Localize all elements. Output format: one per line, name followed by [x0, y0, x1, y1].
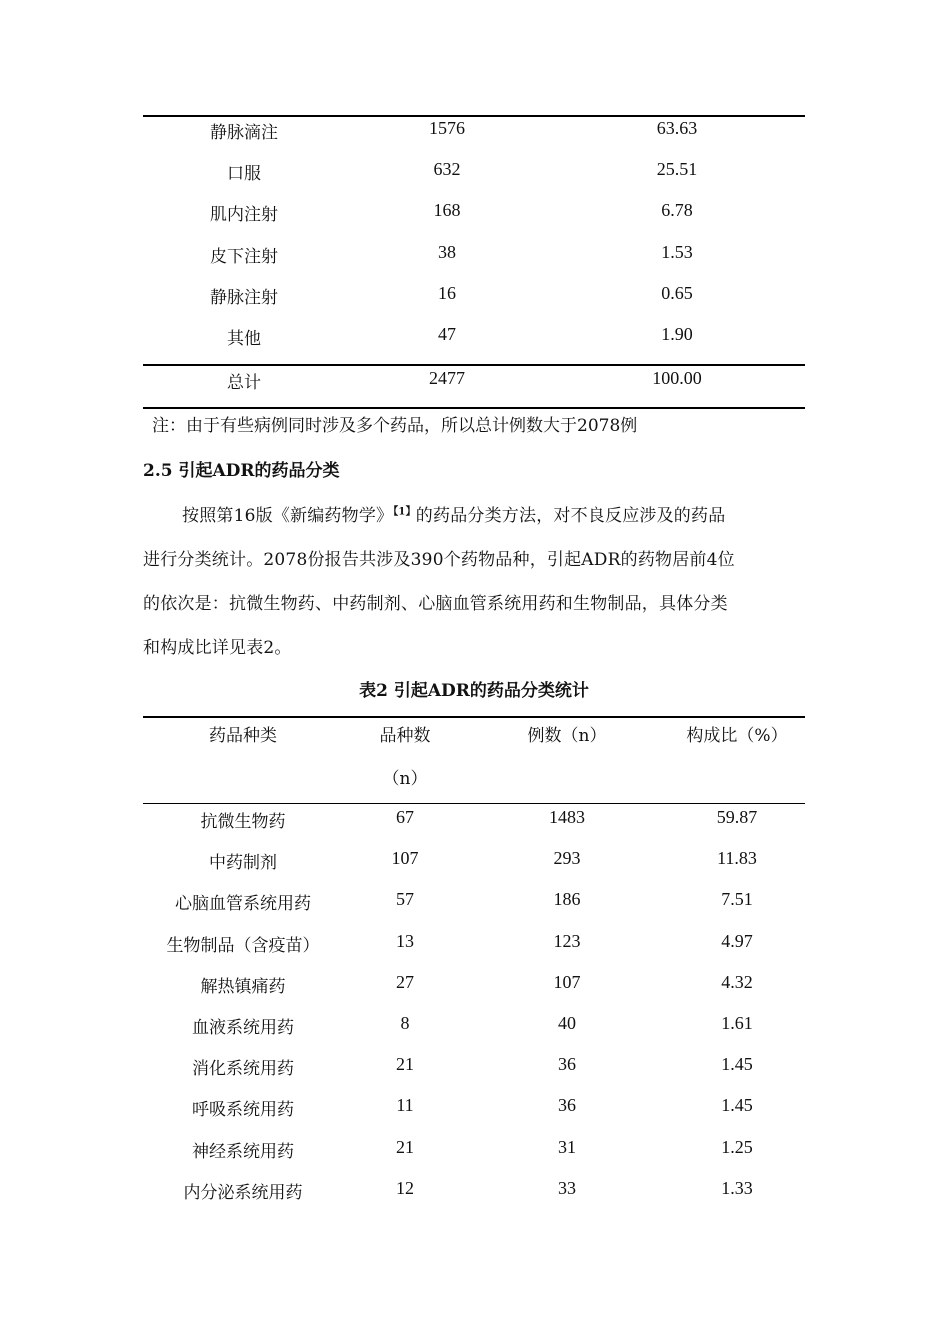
- percent-cell: 4.97: [721, 931, 753, 951]
- kinds-cell: 21: [396, 1137, 414, 1157]
- table2-caption: 表2 引起ADR的药品分类统计: [359, 681, 589, 701]
- cases-cell: 31: [558, 1137, 576, 1157]
- percent-cell: 1.45: [721, 1095, 753, 1115]
- table2-header-rule: [143, 803, 805, 804]
- percent-cell: 6.78: [661, 200, 693, 220]
- cases-cell: 293: [553, 848, 581, 868]
- kinds-cell: 67: [396, 807, 414, 827]
- paragraph-line-2: 进行分类统计。2078份报告共涉及390个药物品种，引起ADR的药物居前4位: [143, 550, 735, 570]
- table1-top-rule: [143, 115, 805, 117]
- paragraph-text: 按照第16版《新编药物学》: [182, 506, 394, 526]
- kinds-cell: 107: [391, 848, 419, 868]
- category-cell: 生物制品（含疫苗）: [166, 936, 320, 956]
- table1-bottom-rule: [143, 407, 805, 409]
- category-cell: 解热镇痛药: [200, 977, 286, 997]
- category-cell: 中药制剂: [209, 853, 277, 873]
- route-cell: 静脉滴注: [210, 123, 278, 143]
- cases-cell: 36: [558, 1095, 576, 1115]
- percent-cell: 59.87: [716, 807, 758, 827]
- percent-cell: 1.90: [661, 324, 693, 344]
- percent-cell: 1.33: [721, 1178, 753, 1198]
- percent-cell: 0.65: [661, 283, 693, 303]
- category-cell: 呼吸系统用药: [192, 1100, 294, 1120]
- category-cell: 抗微生物药: [200, 812, 286, 832]
- header-kinds: 品种数: [379, 726, 431, 746]
- percent-cell: 25.51: [656, 159, 698, 179]
- percent-cell: 1.53: [661, 242, 693, 262]
- kinds-cell: 12: [396, 1178, 414, 1198]
- cases-cell: 123: [553, 931, 581, 951]
- paragraph-line-4: 和构成比详见表2。: [143, 638, 292, 658]
- total-count: 2477: [429, 368, 465, 388]
- paragraph-text: 的药品分类方法，对不良反应涉及的药品: [415, 506, 726, 526]
- kinds-cell: 57: [396, 889, 414, 909]
- category-cell: 心脑血管系统用药: [175, 894, 311, 914]
- cases-cell: 1483: [549, 807, 585, 827]
- route-cell: 肌内注射: [210, 205, 278, 225]
- kinds-cell: 11: [396, 1095, 414, 1115]
- kinds-cell: 8: [400, 1013, 410, 1033]
- cases-cell: 186: [553, 889, 581, 909]
- paragraph-line-3: 的依次是：抗微生物药、中药制剂、心脑血管系统用药和生物制品，具体分类: [143, 594, 728, 614]
- cases-cell: 107: [553, 972, 581, 992]
- count-cell: 38: [438, 242, 456, 262]
- header-cases: 例数（n）: [527, 726, 607, 746]
- category-cell: 神经系统用药: [192, 1142, 294, 1162]
- paragraph-line-1: [182, 501, 725, 526]
- route-cell: 静脉注射: [210, 288, 278, 308]
- percent-cell: 1.25: [721, 1137, 753, 1157]
- count-cell: 168: [433, 200, 461, 220]
- kinds-cell: 13: [396, 931, 414, 951]
- cases-cell: 40: [558, 1013, 576, 1033]
- count-cell: 47: [438, 324, 456, 344]
- section-heading: 2.5 引起ADR的药品分类: [143, 461, 340, 481]
- citation-mark: 【1】: [393, 506, 416, 518]
- count-cell: 16: [438, 283, 456, 303]
- total-label: 总计: [227, 373, 261, 393]
- category-cell: 血液系统用药: [192, 1018, 294, 1038]
- percent-cell: 1.61: [721, 1013, 753, 1033]
- percent-cell: 4.32: [721, 972, 753, 992]
- percent-cell: 11.83: [717, 848, 757, 868]
- cases-cell: 36: [558, 1054, 576, 1074]
- header-kinds-unit: （n）: [382, 769, 428, 789]
- percent-cell: 63.63: [656, 118, 698, 138]
- count-cell: 1576: [429, 118, 465, 138]
- percent-cell: 7.51: [721, 889, 753, 909]
- route-cell: 其他: [227, 329, 261, 349]
- category-cell: 消化系统用药: [192, 1059, 294, 1079]
- route-cell: 皮下注射: [210, 247, 278, 267]
- cases-cell: 33: [558, 1178, 576, 1198]
- header-percent: 构成比（%）: [686, 726, 788, 746]
- kinds-cell: 27: [396, 972, 414, 992]
- percent-cell: 1.45: [721, 1054, 753, 1074]
- table2-top-rule: [143, 716, 805, 718]
- category-cell: 内分泌系统用药: [183, 1183, 303, 1203]
- table1-note: 注：由于有些病例同时涉及多个药品，所以总计例数大于2078例: [152, 416, 638, 436]
- table1-total-rule: [143, 364, 805, 366]
- kinds-cell: 21: [396, 1054, 414, 1074]
- header-category: 药品种类: [209, 726, 277, 746]
- route-cell: 口服: [227, 164, 261, 184]
- count-cell: 632: [433, 159, 461, 179]
- total-percent: 100.00: [652, 368, 702, 388]
